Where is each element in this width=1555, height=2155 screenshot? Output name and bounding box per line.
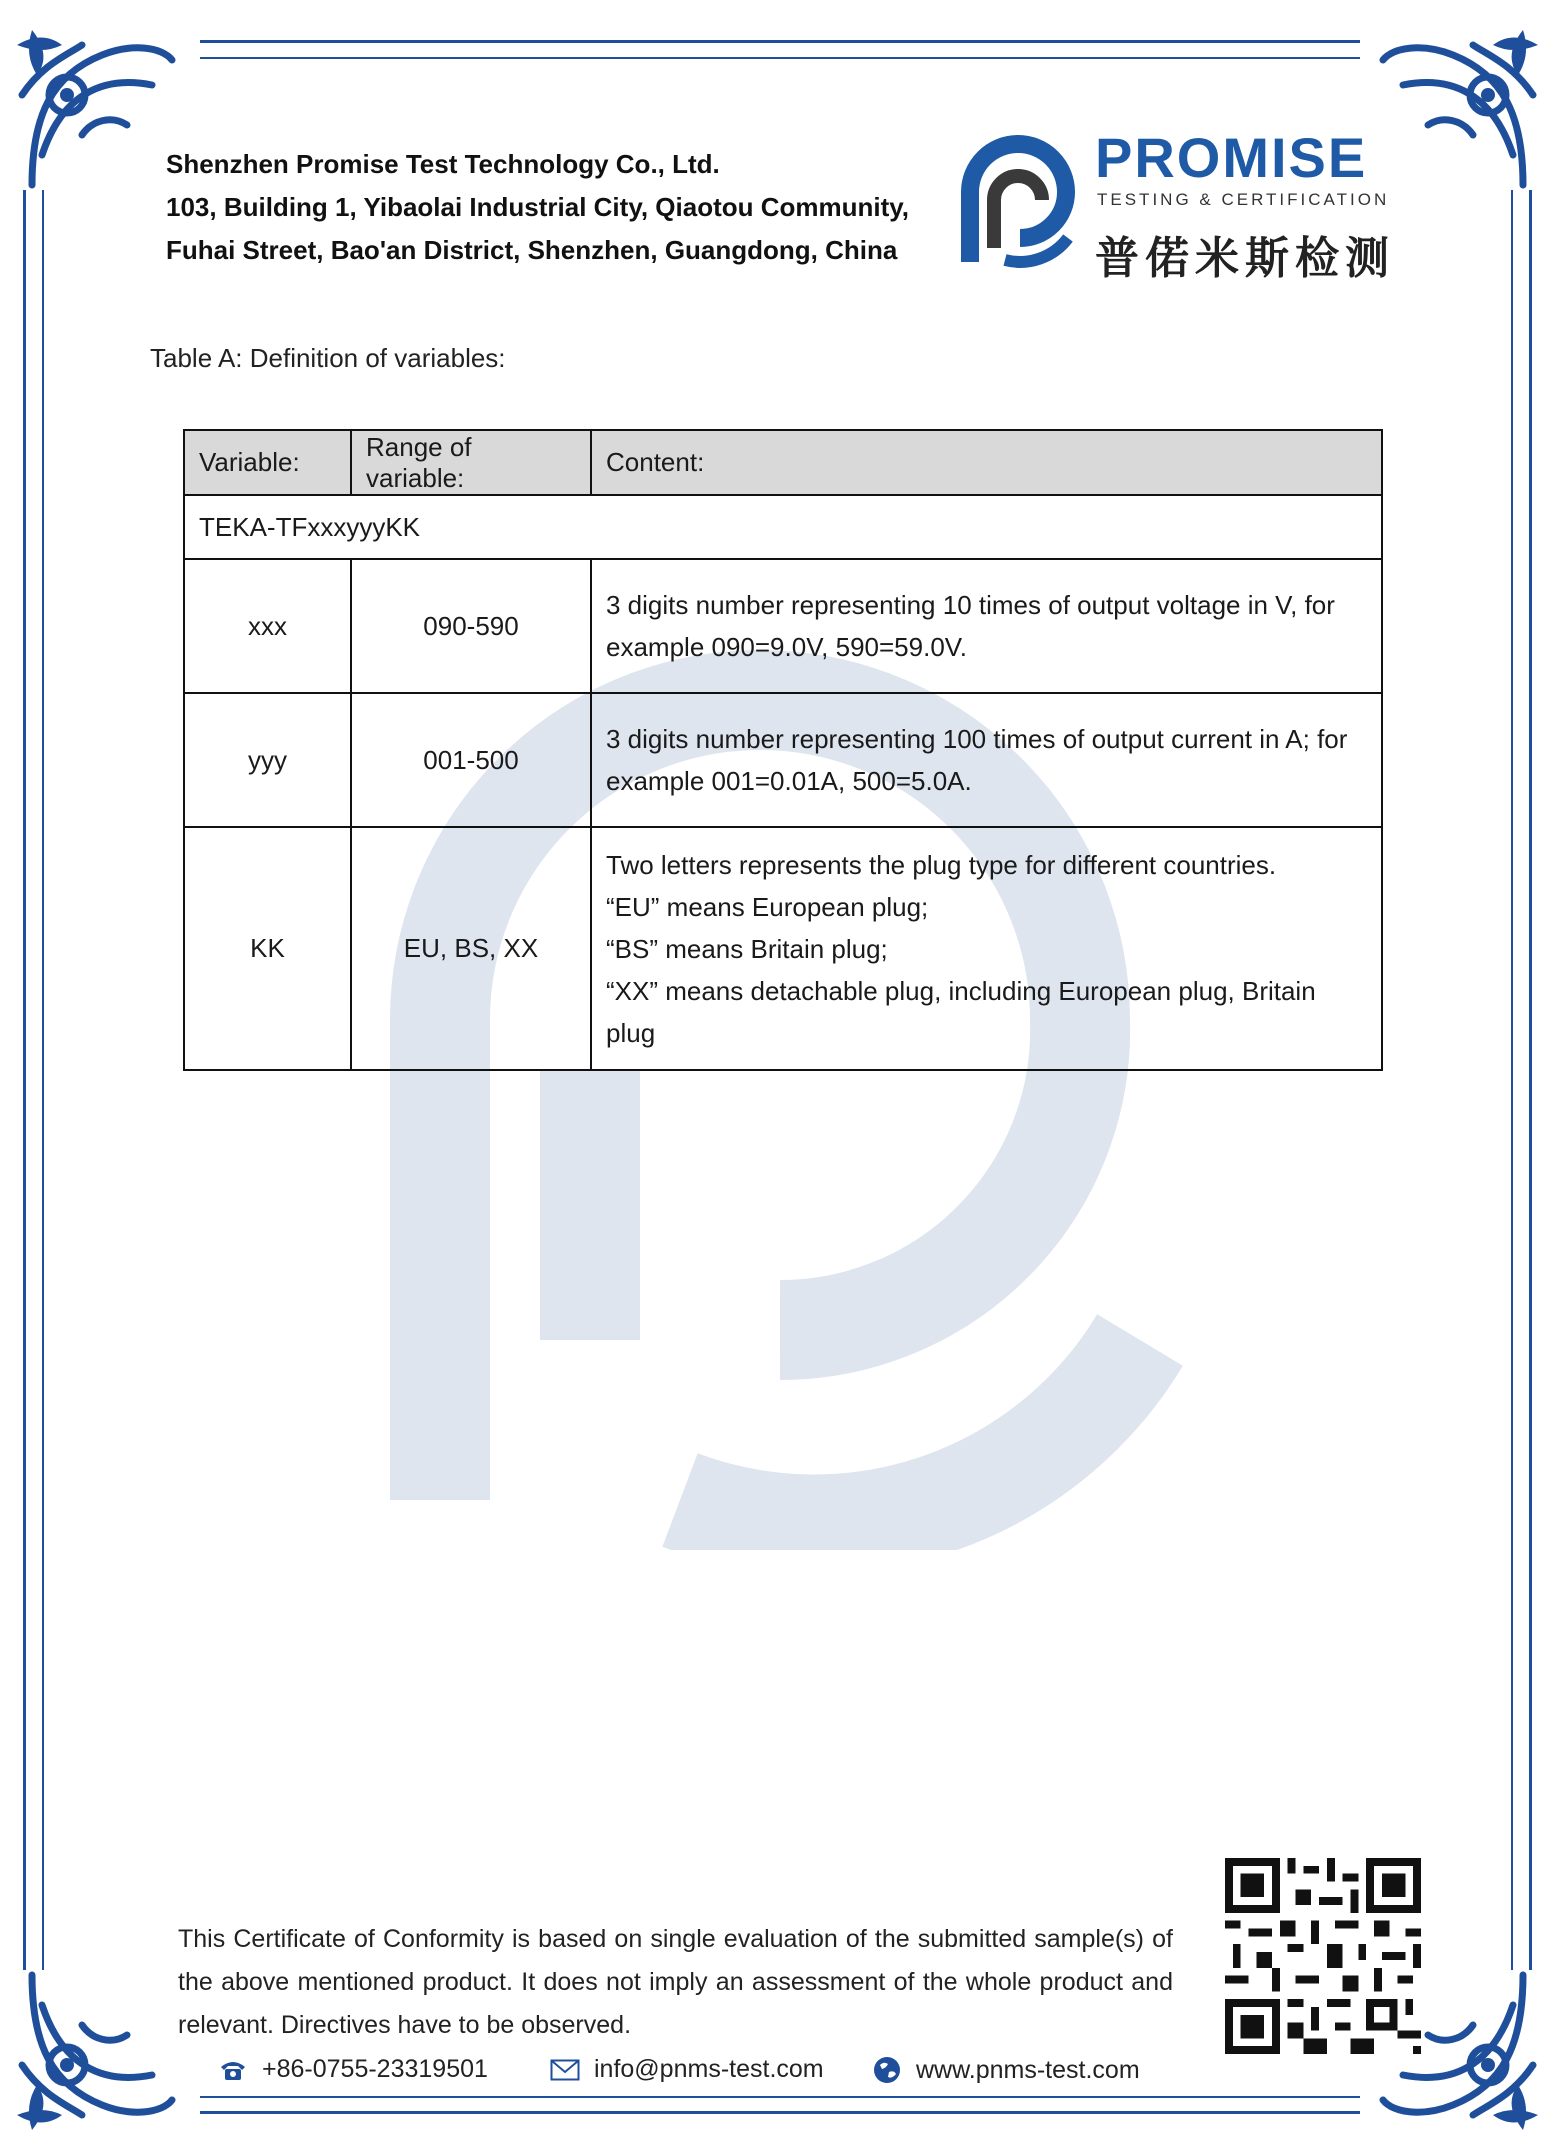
company-name: Shenzhen Promise Test Technology Co., Ltd. bbox=[166, 149, 720, 179]
table-row bbox=[184, 693, 1382, 827]
brand-tagline: TESTING & CERTIFICATION bbox=[1097, 190, 1390, 209]
content-cell bbox=[591, 559, 1382, 693]
brand-name: PROMISE bbox=[1095, 126, 1368, 189]
company-address bbox=[166, 143, 909, 272]
content-line: 3 digits number representing 100 times of output current in A; for bbox=[606, 724, 1348, 754]
content-cell bbox=[591, 693, 1382, 827]
phone-icon bbox=[218, 2058, 248, 2082]
phone-number: +86-0755-23319501 bbox=[262, 2055, 488, 2083]
content-line: Two letters represents the plug type for different countries. bbox=[606, 849, 1277, 880]
frame-bottom-line-inner bbox=[200, 2096, 1360, 2098]
disclaimer-text: This Certificate of Conformity is based on single evaluation of the submitted sample(s) of the above mentioned product. It does not imply an assessment of the whole product and relevant. Directives have to be observed. bbox=[178, 1925, 1173, 2039]
model-row bbox=[184, 495, 1382, 559]
content-line: example 090=9.0V, 590=59.0V. bbox=[606, 632, 967, 662]
content-cell bbox=[591, 827, 1382, 1070]
variable-cell: KK bbox=[184, 827, 351, 1070]
contact-website bbox=[872, 2055, 1140, 2085]
frame-top-line bbox=[200, 40, 1360, 43]
frame-left-line bbox=[23, 190, 26, 1970]
company-address-line-2: Fuhai Street, Bao'an District, Shenzhen, Guangdong, China bbox=[166, 235, 898, 265]
ornamental-corner-top-left bbox=[12, 25, 187, 200]
brand-chinese-name: 普偌米斯检测 bbox=[1095, 234, 1395, 283]
range-cell: 001-500 bbox=[351, 693, 591, 827]
content-line: 3 digits number representing 10 times of output voltage in V, for bbox=[606, 590, 1335, 620]
ornamental-corner-bottom-left bbox=[12, 1960, 187, 2135]
promise-logo-icon bbox=[950, 130, 1075, 270]
qr-code bbox=[1225, 1858, 1421, 2054]
model-name: TEKA-TFxxxyyyKK bbox=[184, 495, 1382, 559]
range-cell: 090-590 bbox=[351, 559, 591, 693]
frame-left-line-inner bbox=[42, 190, 44, 1970]
envelope-icon bbox=[550, 2059, 580, 2081]
globe-icon bbox=[872, 2055, 902, 2085]
frame-right-line bbox=[1529, 190, 1532, 1970]
content-line: example 001=0.01A, 500=5.0A. bbox=[606, 766, 972, 796]
table-caption: Table A: Definition of variables: bbox=[150, 343, 506, 373]
email-link[interactable]: info@pnms-test.com bbox=[594, 2055, 824, 2083]
table-row bbox=[184, 827, 1382, 1070]
frame-right-line-inner bbox=[1511, 190, 1513, 1970]
frame-bottom-line bbox=[200, 2111, 1360, 2114]
variable-cell: yyy bbox=[184, 693, 351, 827]
header-range: Range of variable: bbox=[351, 430, 591, 495]
content-line: “BS” means Britain plug; bbox=[606, 933, 888, 964]
company-address-line-1: 103, Building 1, Yibaolai Industrial City, Qiaotou Community, bbox=[166, 192, 910, 222]
website-link[interactable]: www.pnms-test.com bbox=[916, 2055, 1140, 2084]
variable-cell: xxx bbox=[184, 559, 351, 693]
frame-top-line-inner bbox=[200, 57, 1360, 59]
contact-phone bbox=[218, 2055, 488, 2084]
table-row bbox=[184, 559, 1382, 693]
range-cell: EU, BS, XX bbox=[351, 827, 591, 1070]
ornamental-corner-top-right bbox=[1368, 25, 1543, 200]
table-header-row bbox=[184, 430, 1382, 495]
content-line: “XX” means detachable plug, including European plug, Britain plug bbox=[606, 975, 1316, 1048]
content-line: “EU” means European plug; bbox=[606, 891, 929, 922]
contact-email bbox=[550, 2055, 824, 2084]
header-variable: Variable: bbox=[184, 430, 351, 495]
header-content: Content: bbox=[591, 430, 1382, 495]
variables-table bbox=[183, 429, 1383, 1071]
